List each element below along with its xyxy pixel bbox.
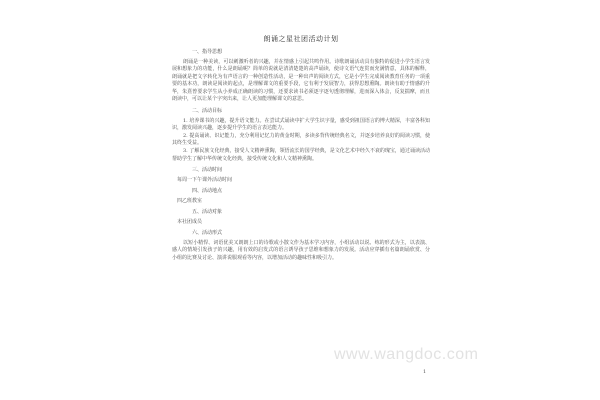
goal-item-3: 3. 了解民族文化经典，接受人文精神熏陶，领悟流长的国学经典，是文化艺术中经久不衰的瑰宝，通过诵读活动帮助学生了解中华传统文化经典，接受传统文化和人文精神熏陶。 [172, 147, 430, 162]
activity-time-text: 每周一下午课外活动时间 [177, 176, 233, 183]
section-paragraph: 朗诵是一种美读，可以刺激听者的兴趣，并在情感上引起共鸣作用。诗歌朗诵活动具有独特的促进小学生语言发展和想象力的功能，什么是朗诵呢？简单的说就是清清楚楚的高声诵读，使诗文语气连贯而充满情意，具体的解释，朗诵就是把文字转化为有声语言的一种创造性活动，是一种出声的阅读方式，它是小学生完成阅读教育任务的一项重要的基本功，朗读是阅读的起点，是理解课文的重要手段，它有利于发展智力，获得思想熏陶。朗读有助于情感的升华，朱熹曾要求学生从小养成正确朗读的习惯，还要求读书必须逐字逐句透彻理解，进而深入体会，反复揣摩，而且朗读中，可以让某个字突出来，让人更加能理解课文的意思。 [172, 58, 430, 103]
section-paragraph: 以短小精悍、词语优美又朗朗上口的诗歌或小散文作为基本学习内容，小组活动以说、练的形式为主，以表演、感人的情境引发孩子的兴趣，用有效的启发式的语言诱导孩子思维和想象力的发展。活动应穿插有名篇朗诵欣赏、分小组的比赛及讨论、演讲说服观看等内容，以增加活动的趣味性和吸引力。 [172, 239, 430, 261]
page-number: 1 [423, 369, 427, 375]
section-heading-participants: 五、活动对象 [192, 209, 223, 216]
section-heading-location: 四、活动地点 [192, 188, 223, 195]
section-heading-goals: 二、活动目标 [192, 108, 223, 115]
section-heading-format: 六、活动形式 [192, 230, 223, 237]
document-body [172, 34, 430, 262]
section-heading-time: 三、活动时间 [192, 167, 223, 174]
goal-item-1: 1. 培养课书的兴趣，提升语文能力。在尝试式诵读中扩大学生识字量，感受到祖国语言的博大精深，丰富各科知识，激发阅读兴趣，逐步提升学生的语言表达能力。 [172, 117, 430, 132]
goal-item-2: 2. 提高诵读、识记能力，充分利用记忆力的黄金时期，多读多背传统经典名文，并逐步培养良好的阅读习惯，使其终生受益。 [172, 132, 430, 147]
section-heading-guiding-thought: 一、指导思想 [192, 49, 223, 55]
activity-participants-text: 本社团成员 [177, 218, 203, 225]
document-title: 朗诵之星社团活动计划 [263, 35, 339, 43]
activity-location-text: 四乙班教室 [177, 197, 203, 204]
site-watermark: www.wangdoc.com [334, 346, 479, 363]
